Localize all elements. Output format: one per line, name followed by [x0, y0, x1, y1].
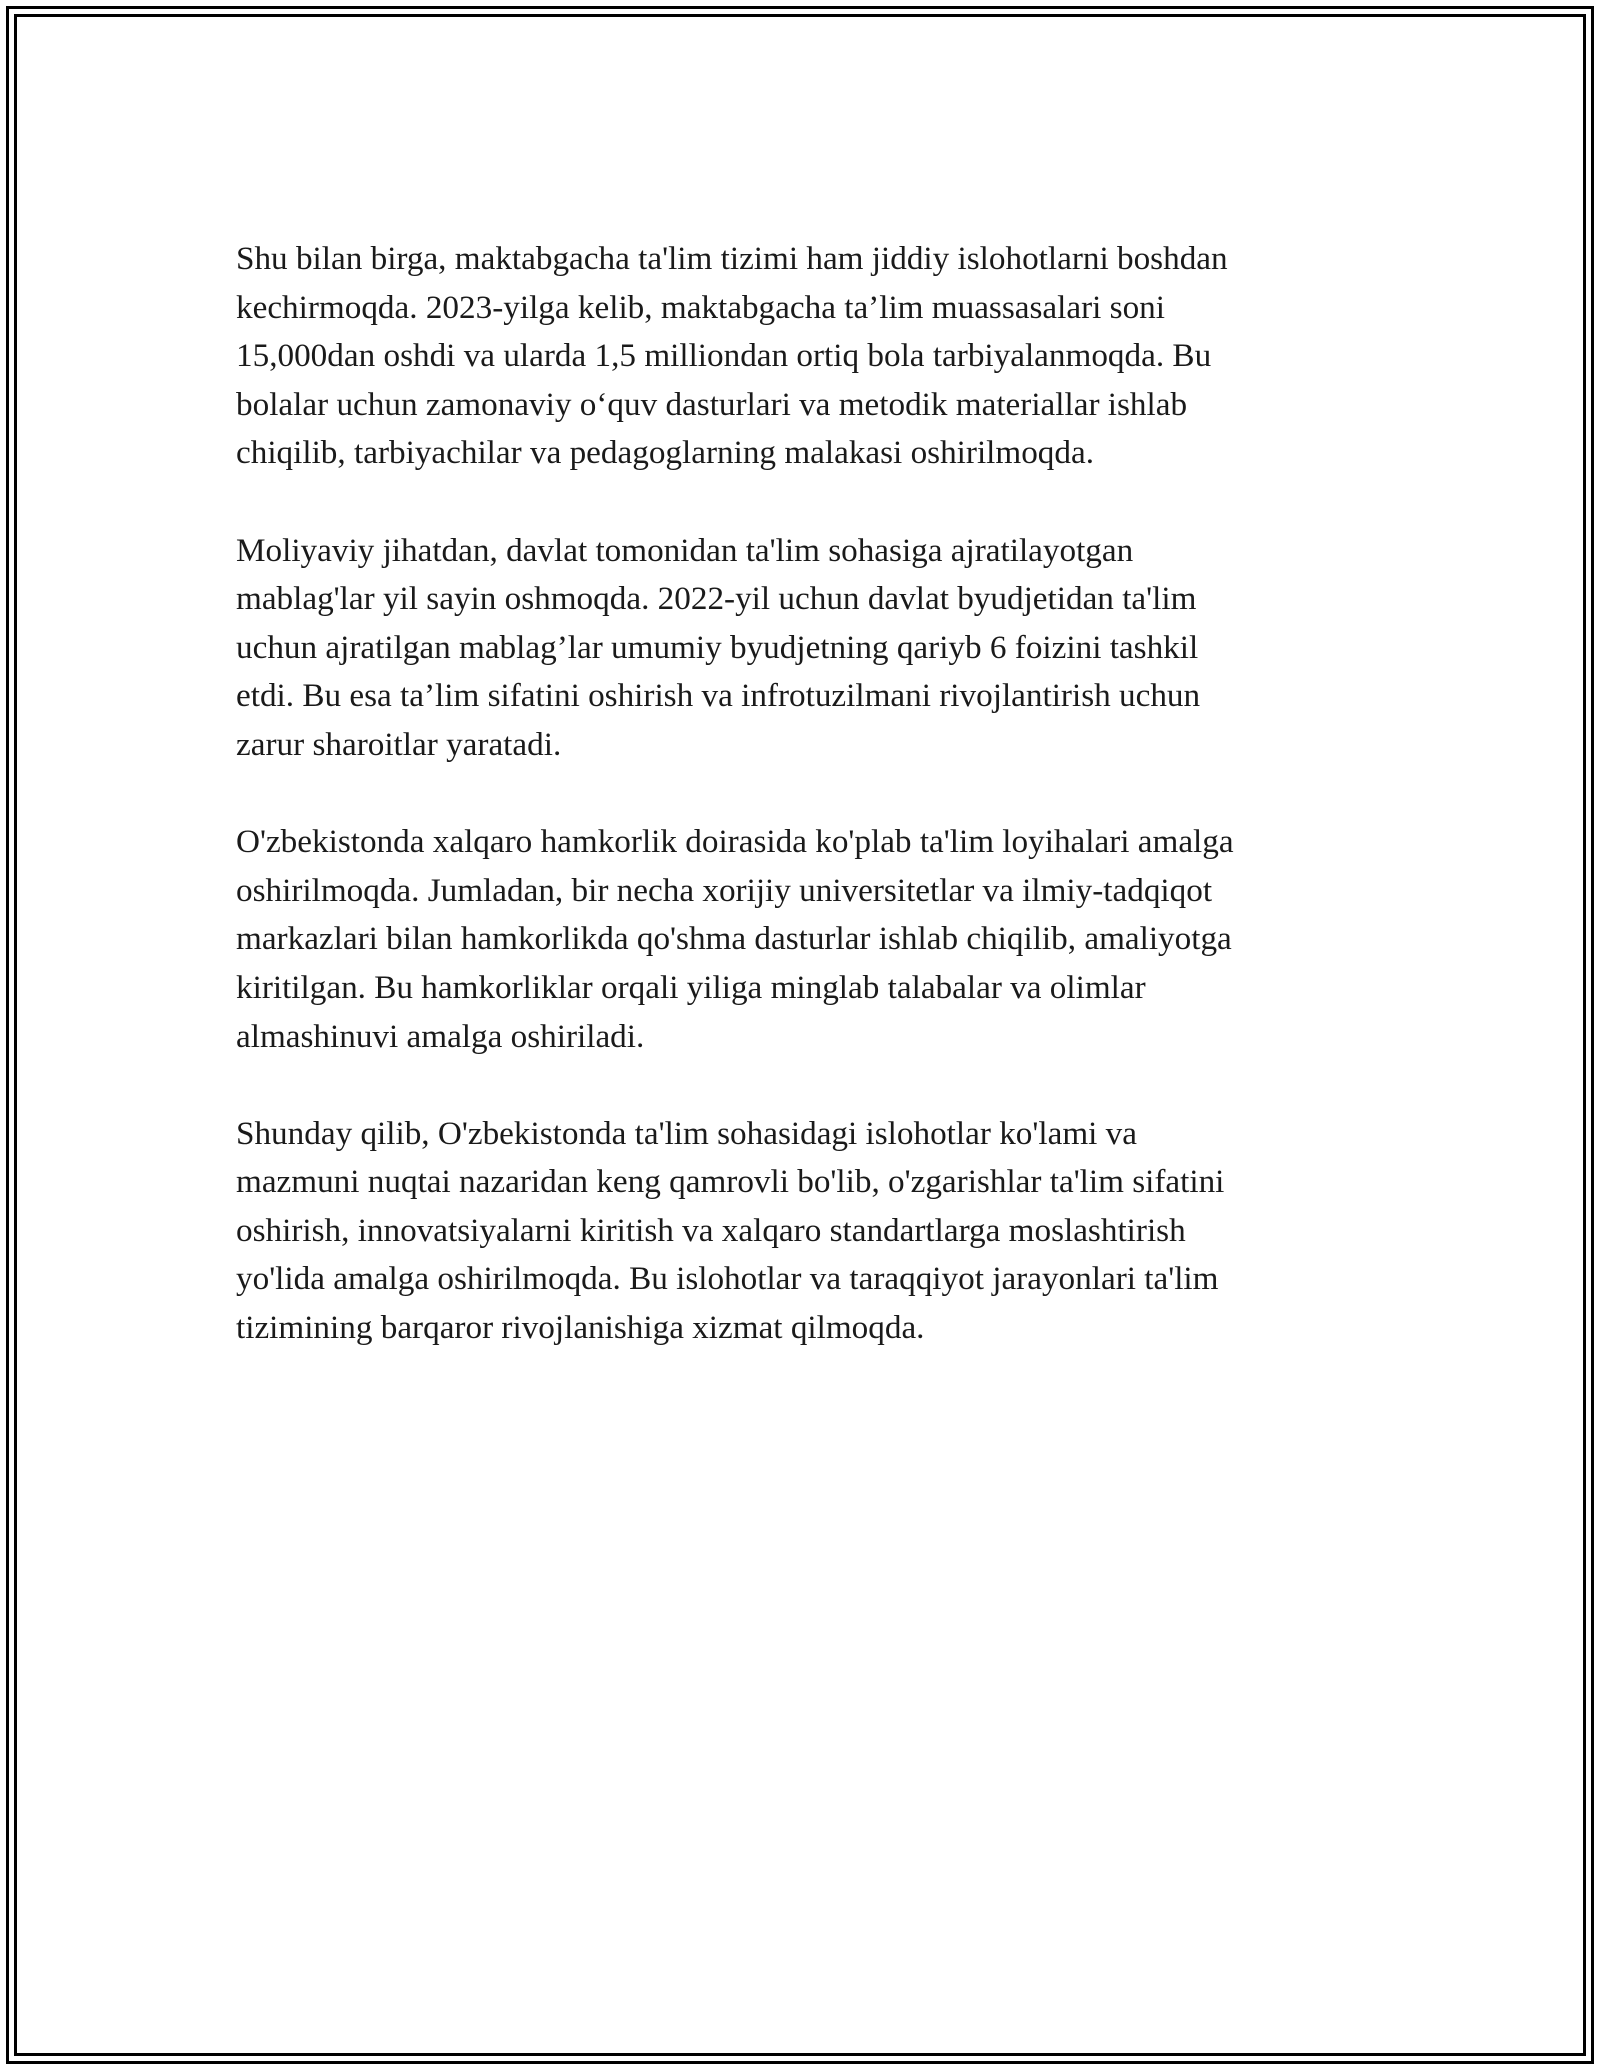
paragraph-conclusion: Shunday qilib, O'zbekistonda ta'lim sohasidagi islohotlar ko'lami va mazmuni nuqtai nazaridan keng qamrovli bo'lib, o'zgarishlar ta'lim sifatini oshirish, innovatsiyalarni kiritish va xalqaro standartlarga moslashtirish yo'lida amalga oshirilmoqda. Bu islohotlar va taraqqiyot jarayonlari ta'lim tizimining barqaror rivojlanishiga xizmat qilmoqda. [236, 1114, 1225, 1347]
paragraph-international-cooperation: O'zbekistonda xalqaro hamkorlik doirasida ko'plab ta'lim loyihalari amalga oshirilmoqda. Jumladan, bir necha xorijiy universitetlar va ilmiy-tadqiqot markazlari bilan hamkorlikda qo'shma dasturlar ishlab chiqilib, amaliyotga kiritilgan. Bu hamkorliklar orqali yiliga minglab talabalar va olimlar almashinuvi amalga oshiriladi. [236, 823, 1234, 1055]
paragraph-financing: Moliyaviy jihatdan, davlat tomonidan ta'lim sohasiga ajratilayotgan mablag'lar yil sayin oshmoqda. 2022-yil uchun davlat byudjetidan ta'lim uchun ajratilgan mablag’lar umumiy byudjetning qariyb 6 foizini tashkil etdi. Bu esa ta’lim sifatini oshirish va infrotuzilmani rivojlantirish uchun zarur sharoitlar yaratadi. [236, 531, 1201, 763]
paragraph-preschool-reform: Shu bilan birga, maktabgacha ta'lim tizimi ham jiddiy islohotlarni boshdan kechirmoqda. 2023-yilga kelib, maktabgacha ta’lim muassasalari soni 15,000dan oshdi va ularda 1,5 milliondan ortiq bola tarbiyalanmoqda. Bu bolalar uchun zamonaviy o‘quv dasturlari va metodik materiallar ishlab chiqilib, tarbiyachilar va pedagoglarning malakasi oshirilmoqda. [236, 240, 1228, 472]
document-body [236, 235, 1360, 1401]
